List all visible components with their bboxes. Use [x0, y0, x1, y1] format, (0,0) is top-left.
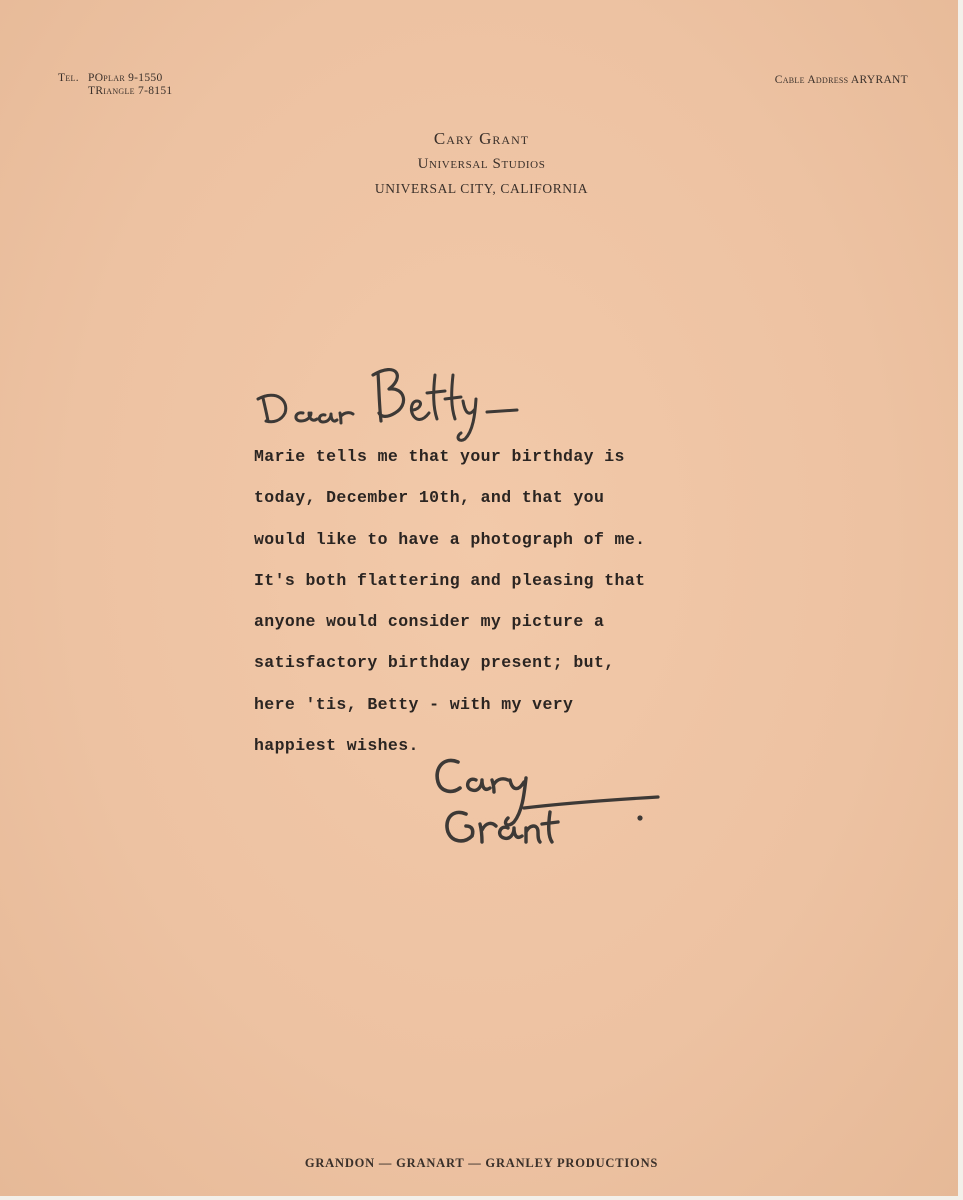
telephone-line-2: [58, 85, 172, 98]
body-line-1: Marie tells me that your birthday is: [254, 447, 625, 466]
letterhead-name: Cary Grant: [433, 129, 530, 148]
telephone-number-1: POplar 9-1550: [88, 72, 163, 84]
footer-productions: GRANDON — GRANART — GRANLEY PRODUCTIONS: [304, 1156, 659, 1170]
body-line-5: anyone would consider my picture a: [254, 612, 605, 632]
letterhead: [0, 126, 963, 202]
body-line-8: happiest wishes.: [254, 736, 419, 756]
body-line-3: would like to have a photograph of me.: [254, 529, 646, 549]
telephone-label: Tel.: [58, 72, 79, 84]
telephone-number-2: TRiangle 7-8151: [88, 85, 173, 97]
letter-body: [254, 436, 774, 766]
body-line-4: It's both flattering and pleasing that: [254, 570, 646, 590]
telephone-line-1: [58, 72, 172, 85]
body-line-6: satisfactory birthday present; but,: [254, 653, 615, 673]
body-line-7: here 'tis, Betty - with my very: [254, 694, 574, 714]
letterhead-city: UNIVERSAL CITY, CALIFORNIA: [374, 181, 589, 196]
body-line-2: today, December 10th, and that you: [254, 488, 605, 508]
handwritten-signature: [428, 752, 668, 852]
letterhead-studio: Universal Studios: [417, 156, 546, 172]
cable-address: Cable Address ARYRANT: [774, 74, 908, 86]
telephone-numbers: [58, 72, 172, 98]
handwritten-salutation: [255, 355, 545, 445]
